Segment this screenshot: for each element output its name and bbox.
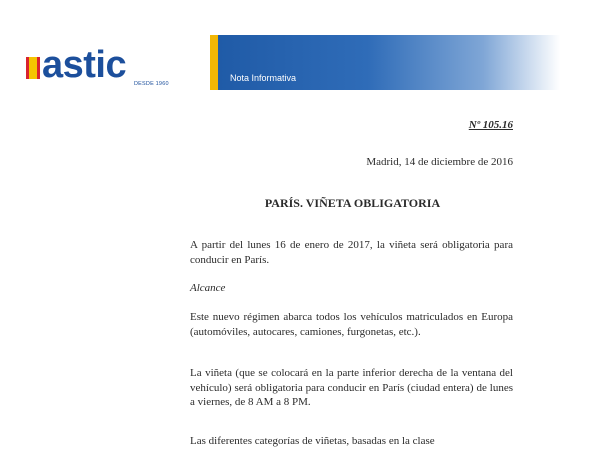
logo-wordmark: astic <box>42 44 127 86</box>
document-date: Madrid, 14 de diciembre de 2016 <box>366 156 513 168</box>
section-label: Nota Informativa <box>230 73 297 83</box>
logo-subtitle: DESDE 1960 <box>134 81 169 87</box>
document-number: Nº 105.16 <box>468 119 513 131</box>
header-accent-bar <box>210 35 218 90</box>
paragraph-categories: Las diferentes categorías de viñetas, basadas en la clase <box>190 435 435 447</box>
paragraph-sticker: La viñeta (que se colocará en la parte inferior derecha de la ventana del vehículo) será obligatoria para conducir en París (ciudad entera) de lunes a viernes, de 8 AM a 8 PM. <box>190 367 513 408</box>
document-title: PARÍS. VIÑETA OBLIGATORIA <box>264 196 441 210</box>
spain-flag-icon <box>26 57 40 79</box>
paragraph-intro: A partir del lunes 16 de enero de 2017, la viñeta será obligatoria para conducir en París. <box>190 239 513 266</box>
heading-alcance: Alcance <box>190 282 226 294</box>
paragraph-scope: Este nuevo régimen abarca todos los vehículos matriculados en Europa (automóviles, autocares, camiones, furgonetas, etc.). <box>190 311 513 338</box>
astic-logo <box>26 45 176 95</box>
